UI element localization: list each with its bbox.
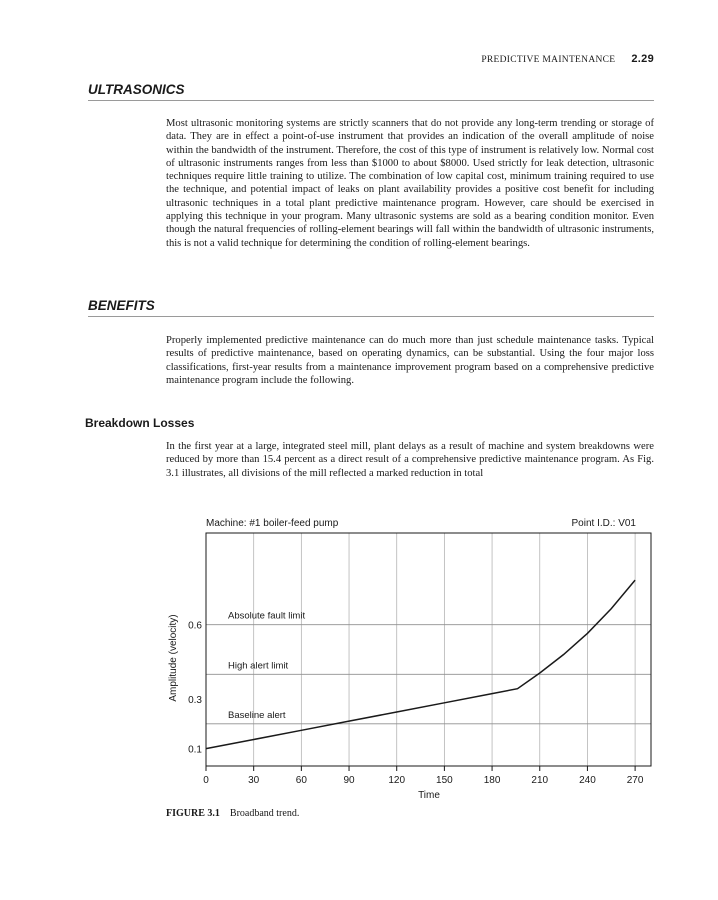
reference-line-label: High alert limit xyxy=(228,660,289,672)
x-tick-label: 120 xyxy=(388,775,406,786)
y-tick-label: 0.3 xyxy=(188,695,202,707)
section-heading-benefits: BENEFITS xyxy=(88,298,654,317)
running-head xyxy=(0,53,654,65)
section-heading-ultrasonics: ULTRASONICS xyxy=(88,82,654,101)
x-tick-label: 60 xyxy=(295,775,307,786)
page-number: 2.29 xyxy=(631,53,654,65)
x-axis-label: Time xyxy=(418,790,440,801)
plot-frame xyxy=(206,533,651,766)
reference-line-label: Baseline alert xyxy=(228,709,286,721)
x-tick-label: 30 xyxy=(248,775,260,786)
ultrasonics-paragraph: Most ultrasonic monitoring systems are strictly scanners that do not provide any long-term trending or storage of data. They are in effect a point-of-use instrument that provides an indication of the overall amplitude of noise within the bandwidth of the instrument. Therefore, the cost of this type of instrument is relatively low. Normal cost of ultrasonic instruments ranges from less than $1000 to about $8000. Used strictly for leak detection, ultrasonic techniques require little training to utilize. The combination of low capital cost, minimum training required to use the technique, and potential impact of leaks on plant availability provides a positive cost benefit for including ultrasonic techniques in a total plant predictive maintenance program. However, care should be exercised in applying this technique in your program. Many ultrasonic systems are sold as a bearing condition monitor. Even though the natural frequencies of rolling-element bearings will fall within the bandwidth of ultrasonic instruments, this is not a valid technique for determining the condition of rolling-element bearings. xyxy=(166,118,654,249)
chart-subtitle: Point I.D.: V01 xyxy=(571,518,636,529)
chart-grid xyxy=(206,533,635,766)
reference-line-label: Absolute fault limit xyxy=(228,610,306,622)
broadband-trend-chart xyxy=(160,508,660,803)
chart-title: Machine: #1 boiler-feed pump xyxy=(206,518,339,529)
x-tick-label: 210 xyxy=(531,775,549,786)
chart-ticks xyxy=(188,621,644,786)
x-tick-label: 240 xyxy=(579,775,596,786)
running-title: PREDICTIVE MAINTENANCE xyxy=(481,55,616,65)
y-tick-label: 0.1 xyxy=(188,744,202,756)
figure-caption-text: Broadband trend. xyxy=(229,808,300,819)
y-axis-label: Amplitude (velocity) xyxy=(168,614,179,702)
x-tick-label: 270 xyxy=(626,775,644,786)
x-tick-label: 150 xyxy=(436,775,453,786)
subsection-heading-breakdown-losses: Breakdown Losses xyxy=(85,416,195,430)
x-tick-label: 90 xyxy=(343,775,355,786)
figure-caption xyxy=(166,808,299,819)
chart-reference-lines xyxy=(206,611,651,724)
benefits-paragraph: Properly implemented predictive maintenance can do much more than just schedule maintenance tasks. Typical results of predictive maintenance, based on operating dynamics, can be substantial. Using the four major loss classifications, first-year results from a maintenance improvement program based on a comprehensive predictive maintenance program include the following. xyxy=(166,335,654,386)
x-tick-label: 0 xyxy=(203,775,209,786)
y-tick-label: 0.6 xyxy=(188,620,202,632)
figure-number: FIGURE 3.1 xyxy=(166,808,220,819)
x-tick-label: 180 xyxy=(483,775,501,786)
breakdown-losses-paragraph: In the first year at a large, integrated steel mill, plant delays as a result of machine and system breakdowns were reduced by more than 15.4 percent as a direct result of a comprehensive predictive maintenance program. As Fig. 3.1 illustrates, all divisions of the mill reflected a marked reduction in total xyxy=(166,441,654,479)
